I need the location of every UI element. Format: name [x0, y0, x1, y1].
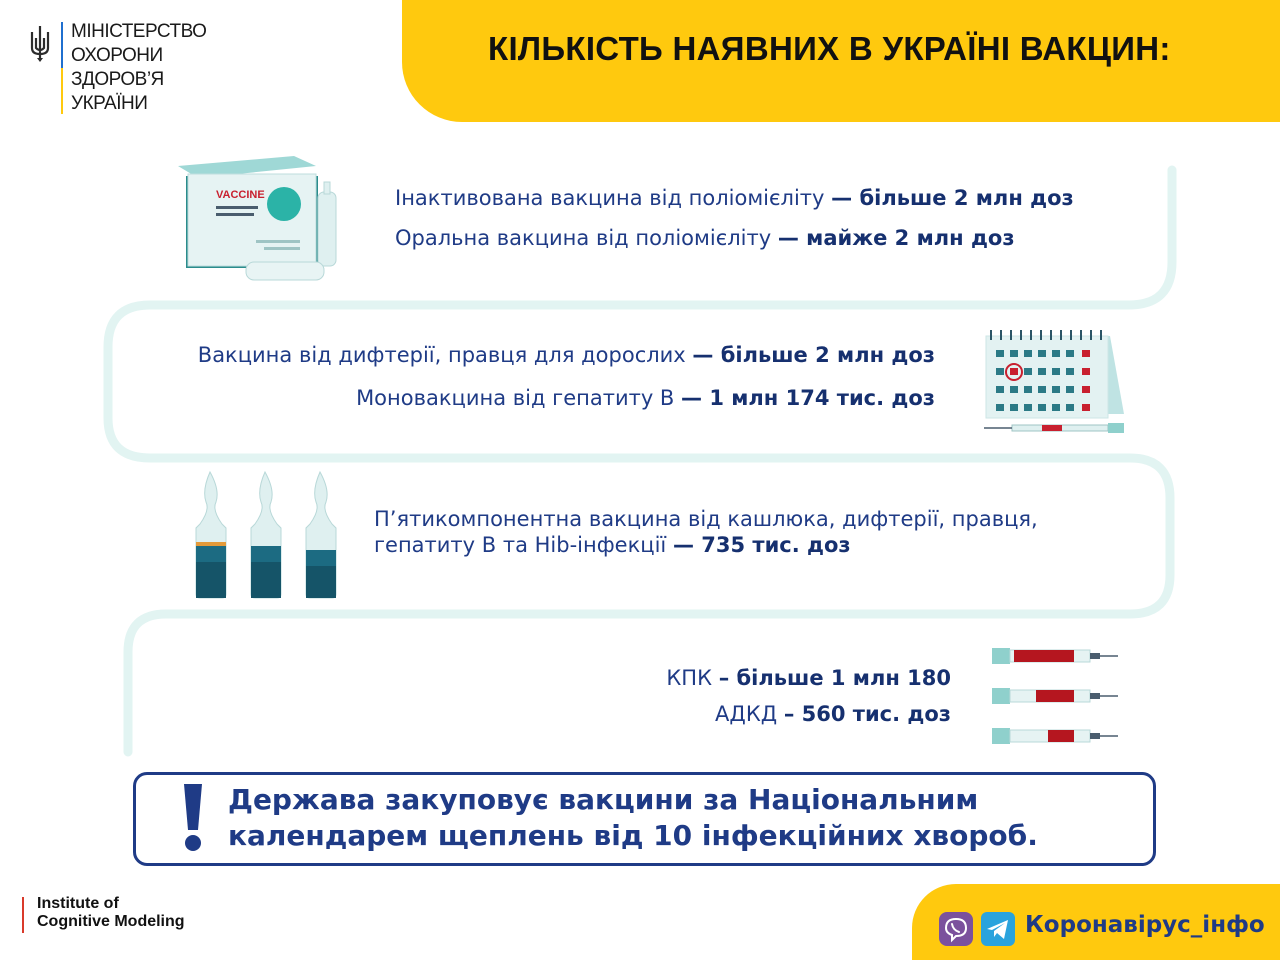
vaccine-line	[666, 666, 951, 690]
ministry-line: МІНІСТЕРСТВО	[71, 21, 207, 42]
callout-line: календарем щеплень від 10 інфекційних хвороб.	[228, 819, 1038, 852]
vaccine-amount: — майже 2 млн доз	[777, 226, 1015, 250]
trident-icon	[28, 24, 52, 62]
vaccine-amount: – більше 1 млн 180	[718, 666, 951, 690]
institute-line: Cognitive Modeling	[37, 913, 185, 930]
ministry-divider	[61, 22, 63, 114]
ministry-line: ОХОРОНИ	[71, 45, 163, 66]
vaccine-line	[395, 226, 1015, 250]
vaccine-name: гепатиту В та Hib-інфекції	[374, 533, 667, 557]
vaccine-line	[715, 702, 951, 726]
vaccine-amount: — більше 2 млн доз	[692, 343, 935, 367]
vaccine-name: КПК	[666, 666, 712, 690]
vaccine-line	[395, 186, 1074, 210]
ministry-name	[71, 20, 231, 116]
svg-text:VACCINE: VACCINE	[216, 189, 265, 201]
callout-line: Держава закуповує вакцини за Національним	[228, 783, 979, 816]
channel-label[interactable]: Коронавірус_інфо	[1025, 912, 1265, 938]
vaccine-line	[356, 386, 935, 410]
telegram-icon[interactable]	[981, 912, 1015, 946]
vaccine-amount: — 1 млн 174 тис. доз	[681, 386, 935, 410]
vaccine-name: АДКД	[715, 702, 778, 726]
ampoules-icon	[188, 470, 344, 602]
page-title: КІЛЬКІСТЬ НАЯВНИХ В УКРАЇНІ ВАКЦИН:	[488, 30, 1171, 67]
vaccine-line	[198, 343, 935, 367]
vaccine-name: Моновакцина від гепатиту В	[356, 386, 675, 410]
vaccine-name: Вакцина від дифтерії, правця для дорослих	[197, 343, 686, 367]
vaccine-name: Оральна вакцина від поліомієліту	[395, 226, 772, 250]
institute-logo	[37, 895, 185, 931]
institute-bar	[22, 897, 24, 933]
viber-icon[interactable]	[939, 912, 973, 946]
institute-line: Institute of	[37, 895, 119, 912]
exclamation-icon	[176, 782, 210, 852]
vaccine-amount: — 735 тис. доз	[672, 533, 851, 557]
syringes-icon	[990, 640, 1120, 750]
vaccine-line	[374, 507, 1038, 531]
vaccine-name: П’ятикомпонентна вакцина від кашлюка, дифтерії, правця,	[374, 507, 1038, 531]
vaccine-box-icon	[176, 154, 346, 284]
ministry-line: УКРАЇНИ	[71, 93, 148, 114]
vaccine-amount: – 560 тис. доз	[783, 702, 951, 726]
vaccine-amount: — більше 2 млн доз	[831, 186, 1074, 210]
callout-text	[228, 782, 1128, 854]
calendar-icon	[982, 326, 1132, 436]
ministry-line: ЗДОРОВ’Я	[71, 69, 164, 90]
vaccine-name: Інактивована вакцина від поліомієліту	[395, 186, 825, 210]
vaccine-line	[374, 533, 851, 557]
